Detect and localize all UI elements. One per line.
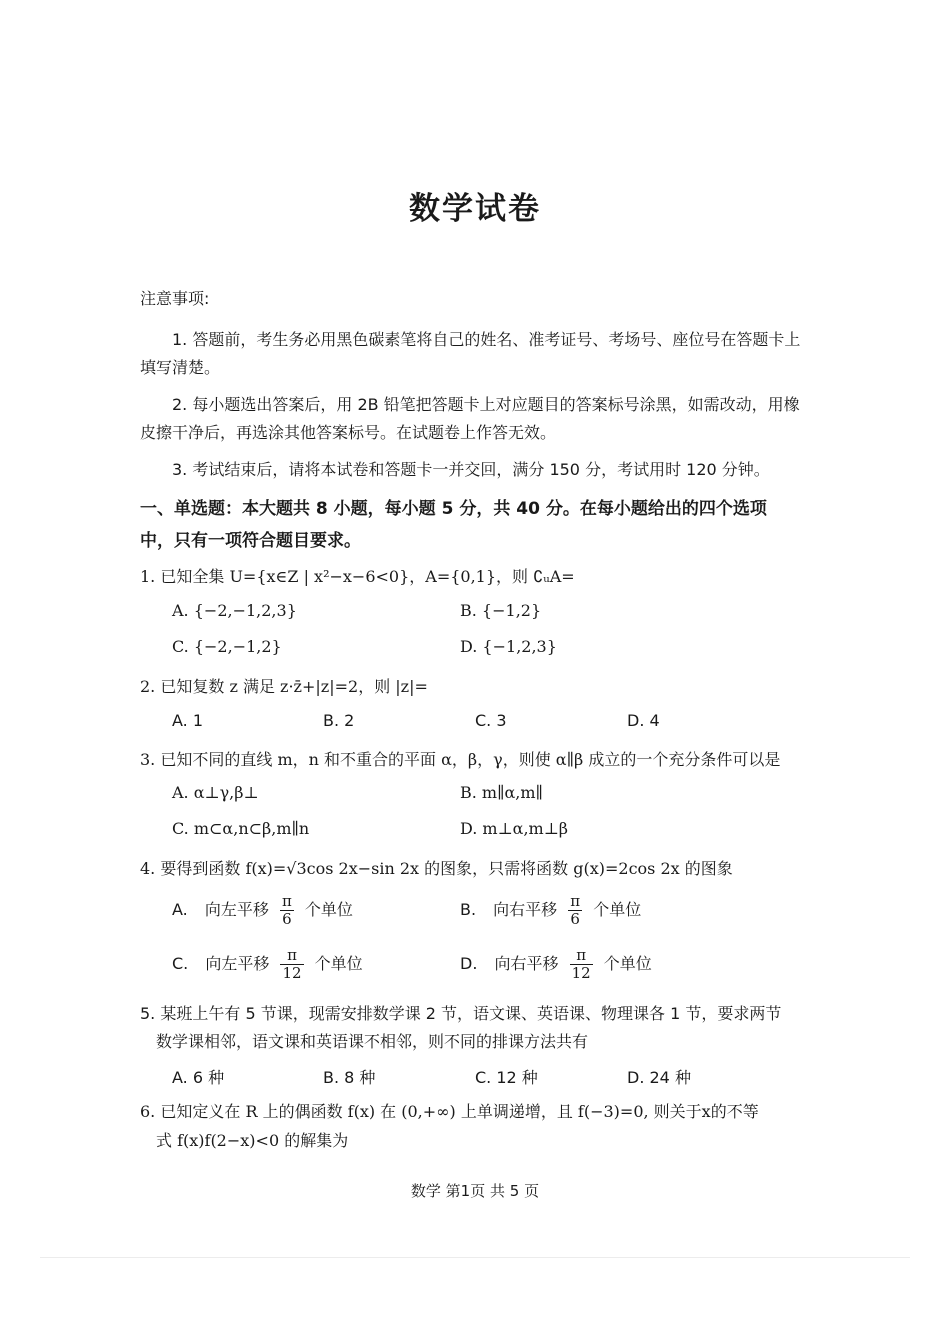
notice-item-3: 3. 考试结束后，请将本试卷和答题卡一并交回，满分 150 分，考试用时 120 分钟。 (172, 460, 770, 479)
question-3-stem: 3. 已知不同的直线 m，n 和不重合的平面 α，β，γ，则使 α∥β 成立的一个充分条件可以是 (140, 750, 781, 769)
question-4-option-a (172, 893, 353, 928)
option-suffix: 个单位 (304, 900, 353, 919)
notice-heading: 注意事项: (140, 289, 210, 308)
question-3-option-c: C. m⊂α,n⊂β,m∥n (172, 819, 310, 838)
fraction (568, 893, 582, 928)
denominator: 6 (570, 910, 580, 928)
option-prefix: 向右平移 (493, 900, 558, 919)
option-suffix: 个单位 (314, 954, 363, 973)
question-2-option-a: A. 1 (172, 711, 204, 730)
option-suffix: 个单位 (593, 900, 642, 919)
denominator: 12 (282, 964, 302, 982)
question-2-option-d: D. 4 (627, 711, 660, 730)
question-4-option-d (460, 947, 652, 982)
question-6-stem-line-1: 6. 已知定义在 R 上的偶函数 f(x) 在 (0,+∞) 上单调递增，且 f(−3)=0, 则关于x的不等 (140, 1102, 759, 1121)
option-prefix: 向右平移 (494, 954, 559, 973)
option-letter: A. (172, 900, 188, 919)
page-footer: 数学 第1页 共 5 页 (410, 1182, 540, 1200)
question-2-stem: 2. 已知复数 z 满足 z·z̄+|z|=2，则 |z|= (140, 677, 428, 696)
notice-item-1-line-2: 填写清楚。 (140, 358, 221, 377)
page-bottom-divider (40, 1257, 910, 1258)
option-letter: D. (460, 954, 478, 973)
question-2-option-b: B. 2 (323, 711, 355, 730)
denominator: 12 (571, 964, 591, 982)
section-1-heading-line-1: 一、单选题：本大题共 8 小题，每小题 5 分，共 40 分。在每小题给出的四个选项 (140, 499, 767, 519)
question-1-option-b: B. {−1,2} (460, 601, 542, 620)
question-5-option-d: D. 24 种 (627, 1068, 691, 1087)
question-5-stem-line-1: 5. 某班上午有 5 节课，现需安排数学课 2 节，语文课、英语课、物理课各 1 节，要求两节 (140, 1004, 782, 1023)
numerator: π (281, 892, 292, 910)
question-1-stem: 1. 已知全集 U={x∈Z | x²−x−6<0}，A={0,1}，则 ∁ᵤA= (140, 567, 575, 586)
section-1-heading-line-2: 中，只有一项符合题目要求。 (140, 531, 361, 551)
question-5-option-a: A. 6 种 (172, 1068, 225, 1087)
question-5-stem-line-2: 数学课相邻，语文课和英语课不相邻，则不同的排课方法共有 (156, 1032, 589, 1051)
question-2-option-c: C. 3 (475, 711, 507, 730)
notice-item-1-line-1: 1. 答题前，考生务必用黑色碳素笔将自己的姓名、准考证号、考场号、座位号在答题卡上 (172, 330, 801, 349)
option-prefix: 向左平移 (205, 954, 270, 973)
exam-title: 数学试卷 (409, 191, 541, 227)
numerator: π (570, 892, 581, 910)
numerator: π (280, 947, 303, 965)
question-6-stem-line-2: 式 f(x)f(2−x)<0 的解集为 (156, 1131, 349, 1150)
question-3-option-a: A. α⊥γ,β⊥ (172, 783, 259, 802)
numerator: π (570, 947, 593, 965)
question-1-option-c: C. {−2,−1,2} (172, 637, 282, 656)
question-4-stem: 4. 要得到函数 f(x)=√3cos 2x−sin 2x 的图象，只需将函数 g(x)=2cos 2x 的图象 (140, 859, 733, 878)
fraction (280, 893, 294, 928)
question-4-option-c (172, 947, 363, 982)
fraction (280, 947, 303, 982)
question-4-option-b (460, 893, 641, 928)
option-letter: B. (460, 900, 477, 919)
option-prefix: 向左平移 (204, 900, 269, 919)
denominator: 6 (282, 910, 292, 928)
notice-item-2-line-1: 2. 每小题选出答案后，用 2B 铅笔把答题卡上对应题目的答案标号涂黑，如需改动，用橡 (172, 395, 800, 414)
notice-item-2-line-2: 皮擦干净后，再选涂其他答案标号。在试题卷上作答无效。 (140, 423, 557, 442)
question-3-option-b: B. m∥α,m∥ (460, 783, 543, 802)
fraction (570, 947, 593, 982)
question-5-option-b: B. 8 种 (323, 1068, 376, 1087)
question-1-option-d: D. {−1,2,3} (460, 637, 557, 656)
question-1-option-a: A. {−2,−1,2,3} (172, 601, 297, 620)
question-3-option-d: D. m⊥α,m⊥β (460, 819, 569, 838)
option-letter: C. (172, 954, 189, 973)
option-suffix: 个单位 (603, 954, 652, 973)
question-5-option-c: C. 12 种 (475, 1068, 538, 1087)
